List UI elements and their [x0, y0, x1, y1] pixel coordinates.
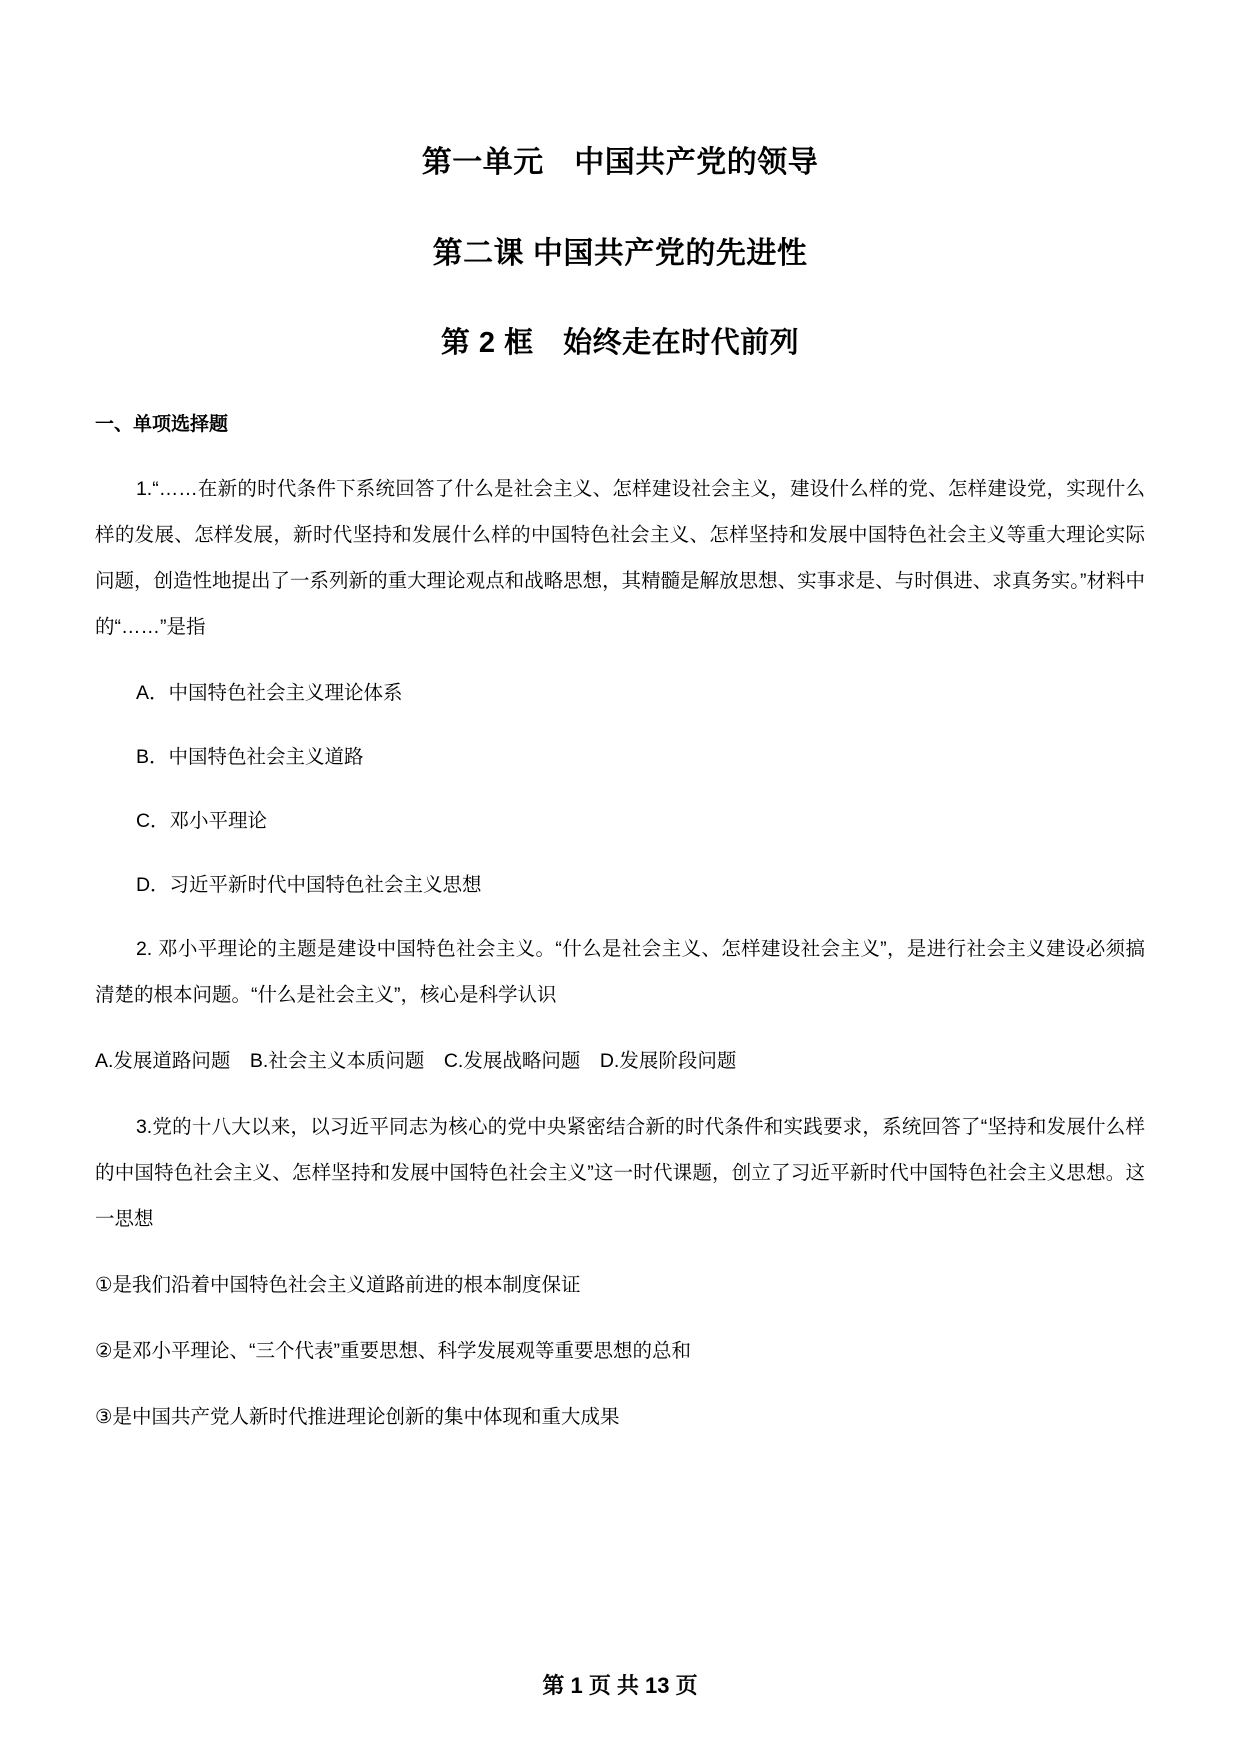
question-1-stem: 1.“……在新的时代条件下系统回答了什么是社会主义、怎样建设社会主义，建设什么样的党、怎样建设党，实现什么样的发展、怎样发展，新时代坚持和发展什么样的中国特色社会主义、怎样坚持和发展中国特色社会主义等重大理论实际问题，创造性地提出了一系列新的重大理论观点和战略思想，其精髓是解放思想、实事求是、与时俱进、求真务实。”材料中的“……”是指: [95, 477, 1145, 638]
page-footer: 第 1 页 共 13 页: [542, 1673, 698, 1699]
question-2-stem: 2. 邓小平理论的主题是建设中国特色社会主义。“什么是社会主义、怎样建设社会主义”，是进行社会主义建设必须搞清楚的根本问题。“什么是社会主义”，核心是科学认识: [95, 937, 1145, 1006]
question-1-option-c[interactable]: C．邓小平理论: [135, 809, 268, 832]
top-spacer: [95, 0, 1145, 140]
lesson-heading: 第二课 中国共产党的先进性: [432, 237, 808, 270]
question-3-statement-2: ②是邓小平理论、“三个代表”重要思想、科学发展观等重要思想的总和: [95, 1339, 691, 1362]
question-1-option-d[interactable]: D．习近平新时代中国特色社会主义思想: [135, 873, 482, 896]
question-3-statement-3: ③是中国共产党人新时代推进理论创新的集中体现和重大成果: [95, 1405, 620, 1428]
question-1-option-a[interactable]: A．中国特色社会主义理论体系: [135, 681, 403, 704]
frame-heading: 第 2 框 始终走在时代前列: [440, 327, 800, 359]
question-1-option-b[interactable]: B．中国特色社会主义道路: [135, 745, 364, 768]
question-2-options-inline[interactable]: A.发展道路问题 B.社会主义本质问题 C.发展战略问题 D.发展阶段问题: [95, 1049, 737, 1072]
section-label-multiple-choice: 一、单项选择题: [95, 413, 229, 435]
unit-heading: 第一单元 中国共产党的领导: [421, 146, 819, 179]
question-3-stem: 3.党的十八大以来，以习近平同志为核心的党中央紧密结合新的时代条件和实践要求，系统回答了“坚持和发展什么样的中国特色社会主义、怎样坚持和发展中国特色社会主义”这一时代课题，创立了习近平新时代中国特色社会主义思想。这一思想: [95, 1115, 1145, 1230]
question-3-statement-1: ①是我们沿着中国特色社会主义道路前进的根本制度保证: [95, 1273, 581, 1296]
